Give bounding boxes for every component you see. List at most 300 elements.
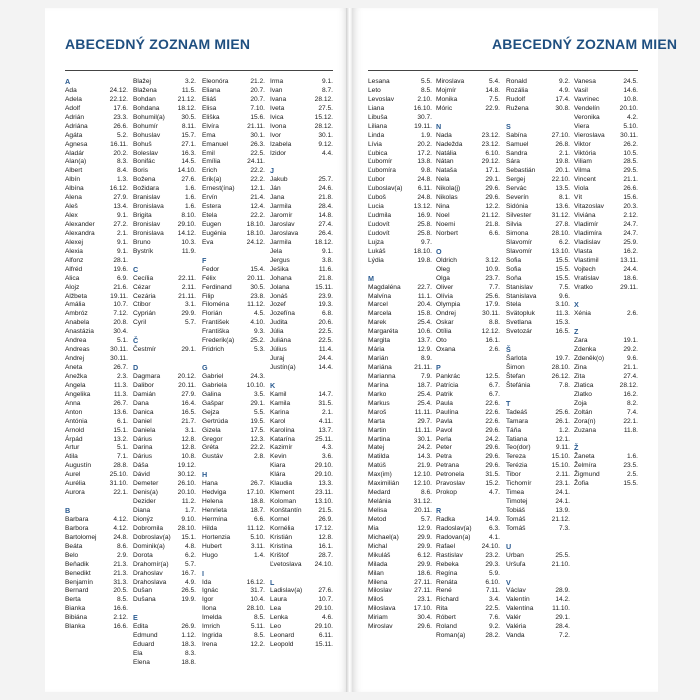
name-day-entry — [506, 150, 570, 159]
entry-name: Roman(a) — [436, 632, 466, 640]
name-day-entry — [436, 516, 500, 525]
name-day-entry — [436, 623, 500, 632]
name-day-entry — [506, 561, 570, 570]
entry-date: 2.9. — [117, 551, 128, 559]
entry-date: 21.1. — [623, 364, 638, 371]
entry-date: 7.7. — [489, 283, 500, 291]
name-day-entry — [436, 105, 500, 114]
entry-name: Valentín — [506, 596, 530, 604]
entry-name: Drahoslava — [133, 578, 167, 586]
entry-date: 21.11. — [247, 122, 265, 130]
name-day-entry — [368, 480, 432, 489]
entry-date: 4.6. — [322, 614, 333, 622]
entry-name: Eduard — [133, 641, 155, 649]
name-day-entry — [133, 78, 196, 87]
name-day-entry — [506, 284, 570, 293]
entry-date: 17.10. — [413, 605, 432, 613]
entry-date: 6.9. — [117, 274, 128, 282]
entry-name: Dagmara — [133, 372, 161, 380]
entry-date: 30.11. — [110, 355, 128, 363]
name-day-entry — [574, 284, 638, 293]
section-spacer — [506, 114, 570, 123]
entry-date: 30.1. — [250, 131, 265, 139]
entry-date: 12.8. — [181, 444, 196, 452]
entry-name: Oliver — [436, 283, 454, 291]
entry-name: Eva — [202, 238, 214, 246]
name-day-entry — [368, 105, 432, 114]
entry-date: 24.4. — [623, 265, 638, 273]
entry-name: Ľudmila — [368, 212, 392, 220]
name-day-entry — [436, 561, 500, 570]
entry-name: Vlasta — [574, 247, 593, 255]
entry-name: Ružena — [506, 104, 529, 112]
name-day-entry — [65, 471, 128, 480]
name-day-entry — [270, 284, 333, 293]
name-day-entry — [270, 194, 333, 203]
entry-date: 14.4. — [318, 364, 333, 371]
entry-date: 20.11. — [247, 274, 265, 282]
entry-date: 22.2. — [250, 212, 265, 220]
entry-name: Róbert — [436, 614, 456, 622]
entry-name: Alan(a) — [65, 158, 87, 166]
entry-name: Mia — [368, 524, 379, 532]
name-day-entry — [65, 444, 128, 453]
entry-date: 15.5. — [555, 265, 570, 273]
name-day-entry — [436, 257, 500, 266]
entry-date: 24.12. — [246, 238, 265, 246]
name-day-entry — [574, 355, 638, 364]
entry-name: Margaréta — [368, 328, 399, 336]
name-day-entry — [202, 498, 265, 507]
name-day-entry — [574, 391, 638, 400]
entry-name: Matilda — [368, 453, 390, 461]
entry-name: Táňa — [506, 426, 522, 434]
entry-date: 1.12. — [181, 632, 196, 640]
name-day-entry — [270, 346, 333, 355]
name-day-entry — [133, 132, 196, 141]
name-day-entry — [65, 132, 128, 141]
entry-date: 24.7. — [623, 221, 638, 228]
name-day-entry — [65, 561, 128, 570]
entry-name: Estera — [202, 203, 222, 211]
entry-date: 30.5. — [250, 283, 265, 291]
entry-date: 27.11. — [414, 587, 432, 595]
entry-name: Hilda — [202, 524, 218, 532]
entry-date: 18.10. — [246, 229, 265, 237]
entry-date: 24.5. — [623, 78, 638, 85]
entry-name: Cyril — [133, 319, 147, 327]
entry-date: 14.9. — [485, 515, 500, 523]
name-day-entry — [133, 579, 196, 588]
entry-name: Aneta — [65, 364, 83, 371]
entry-name: Dávid — [133, 471, 150, 479]
name-day-entry — [65, 355, 128, 364]
name-day-entry — [368, 293, 432, 302]
entry-name: Medard — [368, 489, 391, 497]
entry-date: 25.6. — [555, 408, 570, 416]
entry-name: René — [436, 587, 452, 595]
entry-name: Rita — [436, 605, 448, 613]
entry-name: Tadeáš — [506, 408, 528, 416]
entry-name: Árpád — [65, 435, 83, 443]
entry-name: Oleg — [436, 265, 450, 273]
entry-date: 10.8. — [181, 453, 196, 461]
name-day-entry — [574, 230, 638, 239]
name-day-entry — [202, 123, 265, 132]
name-day-entry — [270, 534, 333, 543]
entry-name: Zara — [574, 337, 588, 345]
entry-name: Viviána — [574, 212, 596, 220]
entry-name: Denis(a) — [133, 489, 158, 497]
name-day-entry — [202, 400, 265, 409]
entry-name: Ivica — [270, 113, 284, 121]
entry-name: Dušana — [133, 596, 156, 604]
name-day-entry — [270, 516, 333, 525]
name-day-entry — [436, 552, 500, 561]
entry-name: Alena — [65, 194, 82, 202]
entry-date: 9.6. — [627, 355, 638, 363]
entry-date: 15.1. — [181, 533, 196, 541]
name-day-entry — [574, 462, 638, 471]
entry-date: 22.6. — [485, 408, 500, 416]
entry-name: Mariána — [368, 364, 392, 371]
entry-name: Melisa — [368, 507, 388, 514]
entry-date: 29.1. — [250, 399, 265, 407]
name-day-entry — [436, 391, 500, 400]
entry-date: 11.11. — [414, 426, 432, 434]
entry-date: 30.1. — [318, 131, 333, 139]
entry-date: 31.5. — [485, 471, 500, 479]
name-day-entry — [202, 284, 265, 293]
entry-name: Nátan — [436, 158, 454, 166]
name-day-entry — [368, 96, 432, 105]
entry-date: 2.11. — [181, 283, 196, 291]
entry-name: Karolína — [270, 426, 295, 434]
name-column — [270, 78, 333, 650]
entry-name: Hedviga — [202, 489, 227, 497]
name-day-entry — [202, 293, 265, 302]
name-day-entry — [270, 489, 333, 498]
entry-date: 22.9. — [485, 104, 500, 112]
entry-date: 8.6. — [421, 489, 432, 497]
entry-name: Žigmund — [574, 471, 600, 479]
entry-date: 23.9. — [318, 292, 333, 300]
entry-name: Edita — [133, 623, 149, 631]
name-day-entry — [270, 418, 333, 427]
letter-heading: Z — [574, 327, 579, 337]
entry-name: Angela — [65, 381, 86, 389]
entry-date: 21.12. — [177, 95, 196, 103]
entry-name: Bartolomej — [65, 533, 97, 541]
entry-date: 16.10. — [413, 104, 432, 112]
entry-name: Bohdan — [133, 95, 156, 103]
entry-name: Božidara — [133, 185, 160, 193]
entry-date: 27.8. — [555, 221, 570, 228]
entry-date: 4.12. — [113, 524, 128, 532]
name-day-entry — [270, 150, 333, 159]
entry-name: Adrián — [65, 113, 85, 121]
entry-date: 28.4. — [555, 623, 570, 631]
entry-name: Ješika — [270, 265, 289, 273]
entry-name: Boleslav — [133, 149, 158, 157]
entry-date: 3.12. — [485, 256, 500, 264]
entry-name: Kamila — [270, 399, 291, 407]
entry-date: 17.10. — [246, 489, 265, 497]
name-day-entry — [368, 507, 432, 516]
section-spacer — [506, 534, 570, 543]
entry-date: 11.6. — [318, 265, 333, 273]
entry-date: 5.7. — [185, 319, 196, 327]
entry-date: 19.9. — [181, 596, 196, 604]
entry-date: 12.8. — [318, 533, 333, 541]
entry-name: Dominik(a) — [133, 542, 165, 550]
section-spacer — [133, 257, 196, 266]
name-day-entry — [202, 337, 265, 346]
entry-date: 27.11. — [414, 578, 432, 586]
letter-heading: Ž — [574, 443, 579, 453]
section-spacer — [574, 436, 638, 445]
entry-name: Zlatica — [574, 381, 594, 389]
entry-date: 28.5. — [623, 158, 638, 166]
name-day-entry — [202, 328, 265, 337]
entry-date: 29.9. — [417, 542, 432, 550]
name-day-entry — [202, 203, 265, 212]
entry-date: 14.3. — [417, 453, 432, 461]
entry-name: Albína — [65, 185, 84, 193]
name-day-entry — [202, 221, 265, 230]
entry-date: 15.10. — [551, 453, 570, 461]
entry-date: 11.3. — [113, 390, 128, 398]
entry-name: Marcela — [368, 310, 392, 318]
name-day-entry — [133, 373, 196, 382]
entry-date: 2.1. — [117, 229, 128, 237]
entry-date: 20.5. — [113, 587, 128, 595]
entry-name: Leopold — [270, 641, 294, 649]
entry-date: 16.1. — [485, 337, 500, 345]
name-day-entry — [65, 221, 128, 230]
name-day-entry — [506, 194, 570, 203]
name-day-entry — [574, 194, 638, 203]
entry-date: 8.9. — [421, 355, 432, 363]
entry-date: 24.10. — [481, 542, 500, 550]
entry-name: Angelika — [65, 390, 91, 398]
entry-name: Šarlota — [506, 355, 527, 363]
entry-date: 29.6. — [417, 623, 432, 631]
entry-date: 6.3. — [489, 524, 500, 532]
name-day-entry — [368, 489, 432, 498]
entry-name: Emanuel — [202, 140, 229, 148]
entry-date: 2.12. — [623, 212, 638, 220]
entry-name: Miloslav — [368, 587, 392, 595]
name-day-entry — [368, 194, 432, 203]
entry-date: 5.1. — [117, 337, 128, 345]
entry-name: Vincent — [574, 176, 596, 184]
entry-name: Václav — [506, 587, 526, 595]
entry-date: 22.6. — [485, 417, 500, 425]
entry-date: 9.11. — [555, 444, 570, 452]
entry-name: Monika — [436, 95, 458, 103]
entry-name: Linda — [368, 131, 385, 139]
entry-name: Magdaléna — [368, 283, 401, 291]
name-day-entry — [133, 471, 196, 480]
name-day-entry — [202, 507, 265, 516]
name-day-entry — [202, 614, 265, 623]
name-day-entry — [65, 462, 128, 471]
entry-name: Kornélia — [270, 524, 295, 532]
name-day-entry — [65, 257, 128, 266]
name-day-entry — [202, 96, 265, 105]
name-day-entry — [65, 176, 128, 185]
name-day-entry — [506, 141, 570, 150]
entry-name: Perla — [436, 435, 452, 443]
entry-name: Blanka — [65, 623, 86, 631]
entry-date: 22.5. — [250, 149, 265, 157]
entry-name: Zlatko — [574, 390, 592, 398]
entry-date: 9.1. — [322, 78, 333, 85]
name-day-entry — [574, 105, 638, 114]
name-day-entry — [506, 230, 570, 239]
name-day-entry — [368, 248, 432, 257]
entry-name: Dušan — [133, 587, 153, 595]
entry-name: Roland — [436, 623, 457, 631]
entry-name: Stanislava — [506, 292, 537, 300]
entry-name: Galina — [202, 390, 222, 398]
entry-name: Miroslav — [368, 623, 393, 631]
entry-date: 23.5. — [623, 462, 638, 470]
entry-date: 26.10. — [177, 480, 196, 488]
entry-date: 1.4. — [254, 551, 265, 559]
name-day-entry — [368, 78, 432, 87]
letter-heading: A — [65, 77, 71, 86]
name-day-entry — [270, 248, 333, 257]
entry-date: 19.11. — [110, 292, 128, 300]
name-day-entry — [133, 641, 196, 650]
entry-name: Florián — [202, 310, 223, 318]
entry-date: 4.10. — [250, 319, 265, 327]
entry-date: 1.6. — [627, 453, 638, 461]
name-day-entry — [133, 436, 196, 445]
entry-name: Rudolf — [506, 95, 526, 103]
entry-date: 8.5. — [117, 596, 128, 604]
entry-name: Aleš — [65, 203, 78, 211]
name-day-entry — [574, 266, 638, 275]
entry-date: 1.6. — [185, 203, 196, 211]
entry-date: 5.11. — [250, 623, 265, 631]
entry-name: Liana — [368, 104, 385, 112]
letter-heading: I — [202, 568, 204, 578]
name-day-entry — [202, 310, 265, 319]
entry-name: Zdeněk(o) — [574, 355, 605, 363]
name-day-entry — [133, 409, 196, 418]
entry-name: Beňadik — [65, 560, 89, 568]
entry-date: 11.11. — [414, 408, 432, 416]
entry-date: 20.2. — [417, 140, 432, 148]
name-day-entry — [270, 641, 333, 650]
entry-name: Eugénia — [202, 229, 227, 237]
entry-name: Vladimíra — [574, 229, 602, 237]
name-day-entry — [368, 87, 432, 96]
name-day-entry — [368, 427, 432, 436]
entry-name: Gabriela — [202, 381, 227, 389]
name-day-entry — [506, 212, 570, 221]
name-day-entry — [202, 132, 265, 141]
entry-name: Slavomír — [506, 247, 533, 255]
name-day-entry — [436, 167, 500, 176]
entry-date: 6.11. — [417, 185, 432, 193]
entry-name: Ida — [202, 578, 212, 586]
entry-name: Melánia — [368, 498, 392, 506]
entry-name: Margita — [368, 337, 390, 345]
entry-date: 19.8. — [555, 158, 570, 166]
entry-date: 21.11. — [414, 364, 432, 371]
name-day-entry — [506, 409, 570, 418]
entry-name: Damián — [133, 390, 156, 398]
letter-heading: P — [436, 363, 441, 372]
entry-name: Arnold — [65, 426, 85, 434]
name-day-entry — [574, 337, 638, 346]
entry-name: Ela — [133, 650, 143, 657]
entry-date: 24.2. — [485, 435, 500, 443]
title-rule — [368, 70, 638, 71]
entry-name: Mária — [368, 346, 385, 354]
name-column — [202, 78, 265, 650]
entry-name: Gertrúda — [202, 417, 229, 425]
entry-date: 27.6. — [318, 587, 333, 595]
entry-date: 3.6. — [322, 453, 333, 461]
name-day-entry — [133, 346, 196, 355]
entry-date: 15.3. — [555, 319, 570, 327]
name-day-entry — [368, 453, 432, 462]
entry-name: Jaroslava — [270, 229, 299, 237]
name-day-entry — [202, 346, 265, 355]
name-day-entry — [65, 284, 128, 293]
entry-date: 7.6. — [489, 614, 500, 622]
name-column — [436, 78, 500, 641]
entry-date: 16.12. — [109, 185, 128, 193]
entry-date: 2.11. — [555, 471, 570, 479]
entry-date: 15.4. — [250, 265, 265, 273]
entry-date: 12.2. — [250, 641, 265, 649]
name-day-entry — [574, 185, 638, 194]
entry-name: Alfonz — [65, 256, 84, 264]
entry-name: Jakub — [270, 176, 288, 184]
entry-date: 11.9. — [181, 247, 196, 255]
entry-date: 26.6. — [623, 185, 638, 193]
name-day-entry — [202, 516, 265, 525]
entry-name: Simona — [506, 229, 529, 237]
name-day-entry — [270, 355, 333, 364]
entry-date: 11.3. — [555, 310, 570, 318]
name-day-entry — [202, 436, 265, 445]
entry-date: 24.1. — [555, 498, 570, 506]
entry-date: 3.2. — [185, 78, 196, 85]
name-day-entry — [436, 150, 500, 159]
name-day-entry — [368, 605, 432, 614]
entry-name: Aurora — [65, 489, 85, 497]
entry-date: 23.12. — [481, 131, 500, 139]
entry-name: Emil — [202, 149, 215, 157]
name-day-entry — [506, 176, 570, 185]
entry-date: 11.3. — [113, 381, 128, 389]
entry-name: Rozália — [506, 86, 528, 94]
section-spacer — [133, 605, 196, 614]
name-day-entry — [202, 87, 265, 96]
entry-name: Vasil — [574, 86, 588, 94]
entry-name: Imelda — [202, 614, 222, 622]
name-day-entry — [133, 123, 196, 132]
entry-date: 18.10. — [246, 221, 265, 228]
name-day-entry — [506, 78, 570, 87]
